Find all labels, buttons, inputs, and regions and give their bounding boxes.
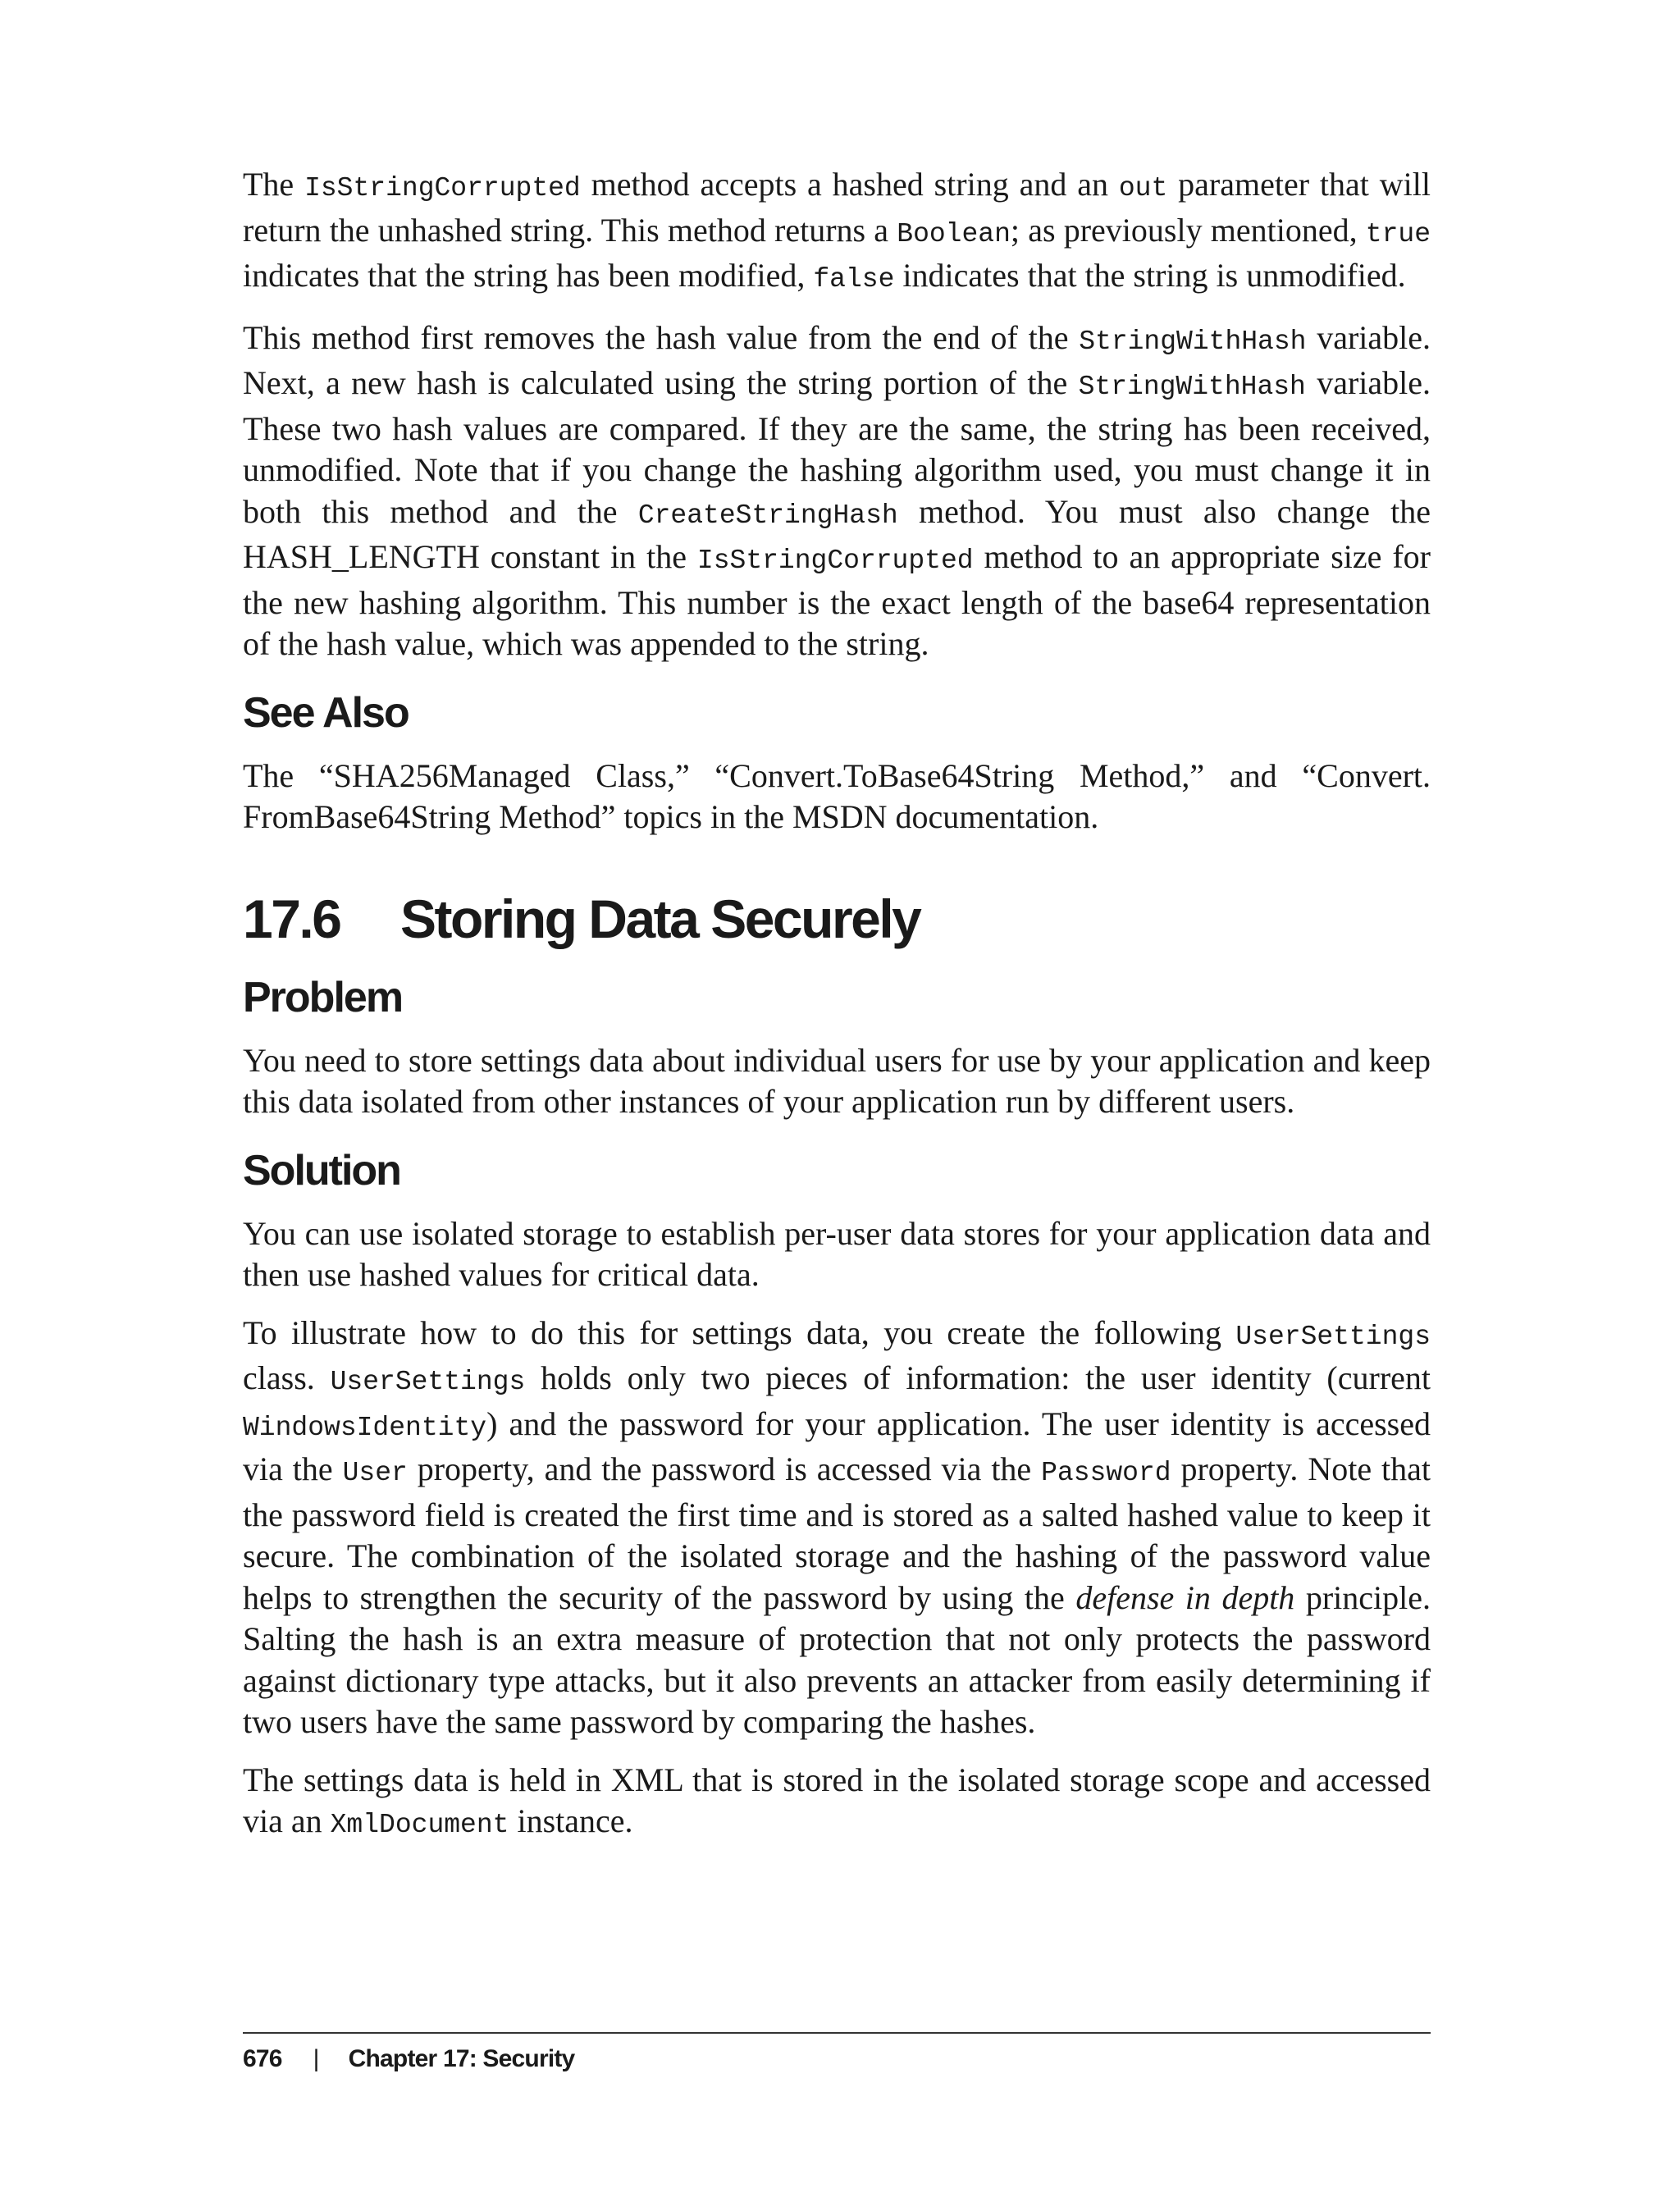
emphasis-run: defense in depth: [1075, 1578, 1295, 1616]
recipe-title: [243, 888, 1431, 950]
text-run: parameter that will return the unhashed string. This method returns a: [243, 166, 1431, 249]
text-run: class.: [243, 1359, 331, 1396]
text-run: principle. Salting the hash is an extra measure of protection that not only protects the password against dictionary type attacks, but it also prevents an attacker from easily determining if two users have the same password by comparing the hashes.: [243, 1578, 1431, 1740]
text-run: variable. Next, a new hash is calculated using the string portion of the: [243, 318, 1431, 401]
intro-paragraph-1: [243, 164, 1431, 301]
text-run: indicates that the string has been modified,: [243, 257, 814, 294]
solution-paragraph-2: [243, 1313, 1431, 1743]
code-run: StringWithHash: [1079, 326, 1307, 357]
code-run: Password: [1041, 1458, 1171, 1488]
text-run: property, and the password is accessed via the: [407, 1450, 1042, 1487]
code-run: IsStringCorrupted: [304, 173, 581, 203]
text-run: variable. These two hash values are compared. If they are the same, the string has been received, unmodified. Note that if you change the hashing algorithm used, you must change it in both this method and the: [243, 364, 1431, 530]
text-run: holds only two pieces of information: the user identity (current: [525, 1359, 1431, 1396]
text-run: property. Note that the password field is created the first time and is stored as a salted hashed value to keep it secure. The combination of the isolated storage and the hashing of the password value helps to strengthen the security of the password by using the: [243, 1450, 1431, 1616]
code-run: false: [813, 264, 895, 295]
text-run: method to an appropriate size for the new hashing algorithm. This number is the exact length of the base64 representation of the hash value, which was appended to the string.: [243, 538, 1431, 662]
code-run: Boolean: [897, 218, 1011, 249]
code-run: StringWithHash: [1078, 372, 1306, 402]
solution-paragraph-3: [243, 1760, 1431, 1847]
footer-chapter: Chapter 17: Security: [348, 2045, 575, 2072]
page-body: [243, 164, 1431, 1863]
code-run: User: [342, 1458, 408, 1488]
solution-heading: Solution: [243, 1146, 400, 1194]
code-run: UserSettings: [1235, 1321, 1431, 1352]
code-run: UserSettings: [330, 1367, 526, 1397]
text-run: instance.: [509, 1802, 633, 1839]
code-run: out: [1118, 173, 1168, 203]
text-run: This method first removes the hash value from the end of the: [243, 318, 1080, 356]
see-also-heading: See Also: [243, 688, 409, 737]
text-run: indicates that the string is unmodified.: [894, 257, 1406, 294]
solution-paragraph-1: You can use isolated storage to establish per-user data stores for your application data and then use hashed values for critical data.: [243, 1214, 1431, 1293]
code-run: XmlDocument: [330, 1810, 509, 1840]
text-run: ) and the password for your application. The user identity is accessed via the: [243, 1404, 1431, 1487]
problem-heading: Problem: [243, 973, 403, 1021]
text-run: method accepts a hashed string and an: [580, 166, 1119, 203]
page-number: 676: [243, 2045, 282, 2072]
text-run: To illustrate how to do this for settings data, you create the following: [243, 1313, 1236, 1351]
problem-text: You need to store settings data about individual users for use by your application and keep this data isolated from other instances of your application run by different users.: [243, 1041, 1431, 1120]
text-run: The: [243, 166, 305, 203]
code-run: WindowsIdentity: [243, 1412, 487, 1443]
footer-separator: |: [313, 2045, 319, 2072]
code-run: IsStringCorrupted: [696, 546, 974, 576]
recipe-title-text: Storing Data Securely: [400, 888, 920, 949]
recipe-number: 17.6: [243, 888, 340, 949]
page-footer: [243, 2032, 1431, 2073]
code-run: CreateStringHash: [637, 500, 898, 531]
text-run: The settings data is held in XML that is stored in the isolated storage scope and accessed via an: [243, 1761, 1431, 1839]
see-also-text: The “SHA256Managed Class,” “Convert.ToBase64String Method,” and “Convert. FromBase64String Method” topics in the MSDN documentation.: [243, 756, 1431, 835]
text-run: method. You must also change the HASH_LENGTH constant in the: [243, 492, 1431, 575]
intro-paragraph-2: [243, 317, 1431, 665]
text-run: ; as previously mentioned,: [1010, 211, 1366, 249]
code-run: true: [1365, 218, 1431, 249]
